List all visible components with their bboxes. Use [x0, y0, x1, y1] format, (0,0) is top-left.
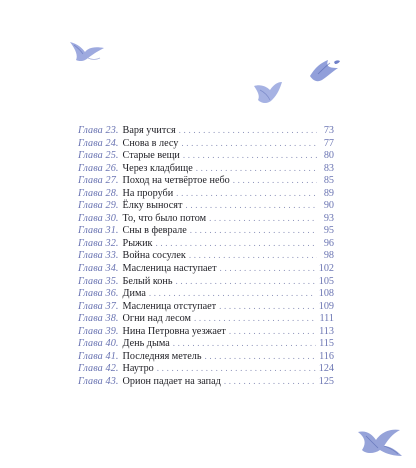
- chapter-title: Масленица отступает: [122, 300, 217, 312]
- toc-entry[interactable]: [78, 337, 334, 350]
- toc-list: [78, 124, 334, 387]
- toc-entry[interactable]: [78, 325, 334, 338]
- chapter-title: Варя учится: [122, 125, 176, 136]
- toc-entry[interactable]: [78, 375, 334, 388]
- chapter-title: Рыжик: [122, 237, 153, 249]
- chapter-title: Сны в феврале: [122, 225, 187, 237]
- toc-entry[interactable]: [78, 187, 334, 200]
- toc-entry[interactable]: [78, 149, 334, 162]
- dot-leader: [194, 312, 317, 325]
- page-number: 115: [319, 338, 334, 350]
- bird-icon: [66, 36, 108, 66]
- page-number: 77: [323, 137, 334, 149]
- chapter-label: Глава 28.: [78, 187, 119, 199]
- chapter-label: Глава 36.: [78, 288, 119, 300]
- toc-entry[interactable]: [78, 212, 334, 225]
- bird-icon: [250, 76, 286, 108]
- chapter-title: Масленица наступает: [122, 263, 217, 275]
- dot-leader: [196, 162, 317, 175]
- dot-leader: [149, 287, 316, 300]
- chapter-title: Нина Петровна уезжает: [122, 325, 226, 337]
- chapter-label: Глава 42.: [78, 363, 119, 375]
- chapter-title: Последняя метель: [122, 350, 202, 362]
- chapter-label: Глава 32.: [78, 237, 119, 249]
- page-number: 125: [318, 375, 334, 387]
- chapter-title: Огни над лесом: [122, 313, 191, 325]
- chapter-title: Через кладбище: [122, 162, 193, 174]
- dot-leader: [157, 362, 316, 375]
- chapter-label: Глава 39.: [78, 325, 119, 337]
- dot-leader: [185, 199, 317, 212]
- chapter-label: Глава 25.: [78, 150, 119, 162]
- chapter-label: Глава 29.: [78, 200, 119, 212]
- toc-entry[interactable]: [78, 350, 334, 363]
- page-number: 85: [323, 175, 334, 187]
- toc-entry[interactable]: [78, 362, 334, 375]
- page-number: 90: [323, 200, 334, 212]
- chapter-label: Глава 30.: [78, 212, 119, 224]
- chapter-title: День дыма: [122, 338, 170, 350]
- dot-leader: [190, 224, 317, 237]
- page-number: 89: [323, 187, 334, 199]
- toc-entry[interactable]: [78, 174, 334, 187]
- page-number: 80: [323, 150, 334, 162]
- toc-entry[interactable]: [78, 137, 334, 150]
- page-number: 124: [318, 363, 334, 375]
- page-number: 102: [318, 263, 334, 275]
- chapter-label: Глава 38.: [78, 313, 119, 325]
- page-number: 83: [323, 162, 334, 174]
- page-number: 95: [323, 225, 334, 237]
- chapter-title: Старые вещи: [122, 150, 180, 162]
- dot-leader: [175, 275, 315, 288]
- dot-leader: [204, 350, 316, 363]
- chapter-title: Орион падает на запад: [122, 375, 221, 387]
- chapter-title: Снова в лесу: [122, 137, 179, 149]
- page-number: 111: [319, 313, 334, 325]
- page-number: 73: [323, 125, 334, 136]
- toc-entry[interactable]: [78, 199, 334, 212]
- chapter-label: Глава 23.: [78, 125, 119, 136]
- page-number: 105: [318, 275, 334, 287]
- toc-entry[interactable]: [78, 237, 334, 250]
- page-number: 96: [323, 237, 334, 249]
- chapter-title: То, что было потом: [122, 212, 207, 224]
- toc-entry[interactable]: [78, 287, 334, 300]
- chapter-label: Глава 37.: [78, 300, 119, 312]
- dot-leader: [229, 325, 316, 338]
- dot-leader: [173, 337, 316, 350]
- chapter-title: На проруби: [122, 187, 174, 199]
- chapter-label: Глава 41.: [78, 350, 119, 362]
- page-number: 116: [319, 350, 334, 362]
- page-number: 113: [319, 325, 334, 337]
- chapter-label: Глава 43.: [78, 375, 119, 387]
- page-number: 109: [318, 300, 334, 312]
- chapter-title: Ёлку выносят: [122, 200, 183, 212]
- chapter-label: Глава 26.: [78, 162, 119, 174]
- toc-entry[interactable]: [78, 312, 334, 325]
- chapter-label: Глава 24.: [78, 137, 119, 149]
- dot-leader: [179, 124, 317, 137]
- bird-icon: [354, 420, 406, 460]
- toc-entry[interactable]: [78, 124, 334, 137]
- page-number: 98: [323, 250, 334, 262]
- toc-entry[interactable]: [78, 162, 334, 175]
- toc-entry[interactable]: [78, 300, 334, 313]
- toc-entry[interactable]: [78, 224, 334, 237]
- bird-icon: [304, 54, 344, 86]
- toc-entry[interactable]: [78, 262, 334, 275]
- chapter-title: Белый конь: [122, 275, 173, 287]
- dot-leader: [176, 187, 317, 200]
- chapter-title: Поход на четвёртое небо: [122, 175, 230, 187]
- chapter-label: Глава 33.: [78, 250, 119, 262]
- chapter-label: Глава 27.: [78, 175, 119, 187]
- dot-leader: [156, 237, 318, 250]
- chapter-label: Глава 34.: [78, 263, 119, 275]
- toc-entry[interactable]: [78, 275, 334, 288]
- dot-leader: [220, 262, 316, 275]
- dot-leader: [183, 149, 317, 162]
- dot-leader: [181, 137, 317, 150]
- dot-leader: [189, 249, 317, 262]
- dot-leader: [224, 375, 316, 388]
- page-number: 108: [318, 288, 334, 300]
- page-number: 93: [323, 212, 334, 224]
- dot-leader: [209, 212, 317, 225]
- chapter-label: Глава 40.: [78, 338, 119, 350]
- chapter-title: Война сосулек: [122, 250, 186, 262]
- dot-leader: [219, 300, 316, 313]
- chapter-title: Наутро: [122, 363, 154, 375]
- toc-entry[interactable]: [78, 249, 334, 262]
- chapter-title: Дима: [122, 288, 146, 300]
- dot-leader: [233, 174, 317, 187]
- chapter-label: Глава 35.: [78, 275, 119, 287]
- chapter-label: Глава 31.: [78, 225, 119, 237]
